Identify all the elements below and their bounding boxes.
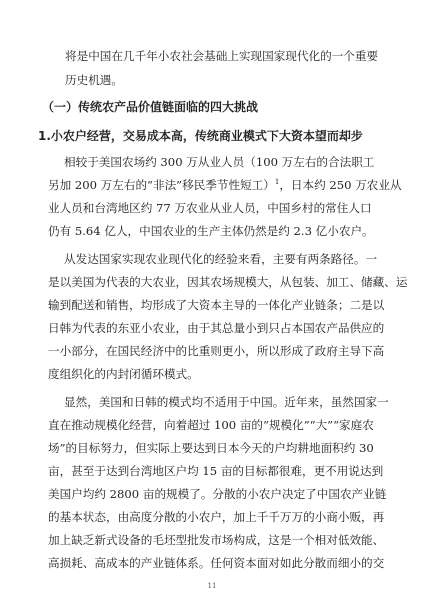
text-line: 是以美国为代表的大农业，因其农场规模大，从包装、加工、储藏、运 [48, 275, 408, 289]
text-line: 美国户均约 2800 亩的规模了。分散的小农户决定了中国农产业链 [48, 487, 387, 501]
text-line: 的基本状态，由高度分散的小农户，加上千千万万的小商小贩，再 [48, 510, 385, 524]
text-line: 显然，美国和日韩的模式均不适用于中国。近年来，虽然国家一 [64, 395, 389, 409]
text-span: 另加 200 万左右的“非法”移民季节性短工） [48, 178, 275, 192]
text-line: 加上缺乏新式设备的毛坯型批发市场构成，这是一个相对低效能、 [48, 533, 385, 547]
footnote-marker: 1 [274, 178, 280, 187]
text-line: 高损耗、高成本的产业链体系。任何资本面对如此分散而细小的交 [48, 556, 385, 570]
text-line: 业人员和台湾地区约 77 万农业从业人员，中国乡村的常住人口 [48, 201, 372, 215]
text-line: 一小部分，在国民经济中的比重则更小，所以形成了政府主导下高 [48, 344, 385, 358]
text-span: ，日本约 250 万农业从 [279, 178, 402, 192]
text-line: 日韩为代表的东亚小农业，由于其总量小到只占本国农产品供应的 [48, 321, 385, 335]
page-number: 11 [207, 582, 217, 590]
section-heading: 1.小农户经营，交易成本高，传统商业模式下大资本望而却步 [38, 129, 363, 143]
text-line: 相较于美国农场约 300 万从业人员（100 万左右的合法职工 [64, 155, 375, 169]
text-line: 场”的目标努力，但实际上要达到日本今天的户均耕地面积约 30 [48, 441, 374, 455]
text-line: 输到配送和销售，均形成了大资本主导的一体化产业链条；二是以 [48, 298, 385, 312]
text-line: 亩，甚至于达到台湾地区户均 15 亩的目标都很难，更不用说达到 [48, 464, 384, 478]
text-line: 直在推动规模化经营，向着超过 100 亩的“规模化”“大”“家庭农 [48, 418, 374, 432]
text-line [48, 178, 402, 192]
text-line: 历史机遇。 [65, 73, 123, 87]
subsection-heading: （一）传统农产品价值链面临的四大挑战 [42, 100, 259, 114]
text-line: 度组织化的内封闭循环模式。 [48, 367, 199, 381]
text-line: 将是中国在几千年小农社会基础上实现国家现代化的一个重要 [65, 49, 379, 63]
text-line: 仍有 5.64 亿人，中国农业的生产主体仍然是约 2.3 亿小农户。 [48, 224, 374, 238]
text-line: 从发达国家实现农业现代化的经验来看，主要有两条路径。一 [64, 252, 378, 266]
